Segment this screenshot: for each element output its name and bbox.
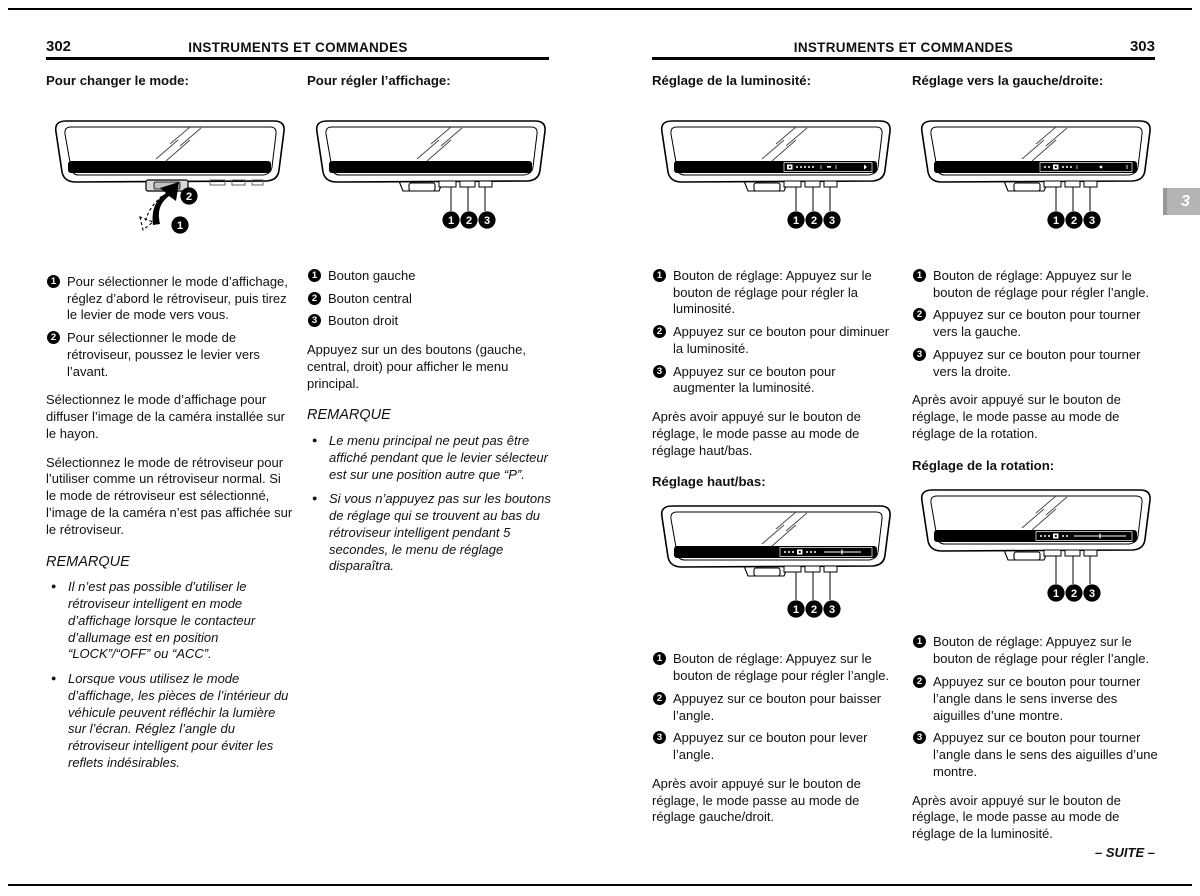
adjust-buttons <box>439 181 492 187</box>
list-item-text: Bouton de réglage: Appuyez sur le bouton de réglage pour régler l’angle. <box>933 267 1150 300</box>
list-item-text: Appuyez sur ce bouton pour diminuer la luminosité. <box>673 324 890 356</box>
list-item-text: Pour sélectionner le mode d’affichage, réglez d’abord le rétroviseur, puis tirez le levier de mode vers vous. <box>67 273 288 323</box>
svg-text:3: 3 <box>828 604 835 617</box>
callout-1-marker: 1 <box>653 269 666 282</box>
col3-heading: Réglage de la luminosité: <box>652 73 812 88</box>
list-item <box>652 651 899 685</box>
note-item <box>46 671 293 772</box>
col1-list <box>46 274 293 381</box>
mirror-menu-illustration <box>656 117 896 239</box>
bullet-icon: ● <box>312 493 318 504</box>
col1-heading: Pour changer le mode: <box>46 73 189 88</box>
list-item <box>652 691 899 725</box>
list-item-text: Appuyez sur ce bouton pour tourner l’angle dans le sens inverse des aiguilles d’une montre. <box>933 674 1141 723</box>
subheading-rotation: Réglage de la rotation: <box>912 457 1055 473</box>
mirror-mount <box>399 181 443 191</box>
svg-text:1: 1 <box>792 215 799 228</box>
list-item <box>912 674 1159 724</box>
callout-badges <box>787 601 840 618</box>
callout-2-marker: 2 <box>653 692 666 705</box>
remarque-heading: REMARQUE <box>307 407 391 424</box>
list-item-text: Appuyez sur ce bouton pour tourner vers la gauche. <box>933 307 1141 340</box>
bottom-rule <box>8 884 1192 886</box>
list-item <box>652 730 899 764</box>
col4-list <box>912 268 1159 381</box>
paragraph: Après avoir appuyé sur le bouton de réglage, le mode passe au mode de réglage de la rotation. <box>912 392 1121 441</box>
callout-badges <box>1047 584 1100 601</box>
paragraph: Après avoir appuyé sur le bouton de réglage, le mode passe au mode de réglage gauche/droit. <box>652 775 861 825</box>
remarque-heading: REMARQUE <box>46 553 130 570</box>
callout-2-marker: 2 <box>308 292 321 305</box>
svg-text:3: 3 <box>828 215 835 228</box>
callout-1-marker: 1 <box>47 275 60 288</box>
bullet-icon: ● <box>51 581 57 592</box>
callout-1-marker: 1 <box>308 269 321 282</box>
mirror-display-bar <box>329 161 532 173</box>
svg-text:2: 2 <box>810 604 817 617</box>
continuation-marker: – SUITE – <box>1095 845 1155 860</box>
svg-text:2: 2 <box>1070 215 1077 228</box>
column-left-right <box>912 72 1159 843</box>
list-item-text: Appuyez sur ce bouton pour tourner l’angle dans le sens des aiguilles d’une montre. <box>933 730 1158 779</box>
callout-badges <box>442 211 495 228</box>
note-text: Le menu principal ne peut pas être affiché pendant que le levier sélecteur est sur une position autre que “P”. <box>329 433 548 482</box>
mirror-mount <box>1004 550 1048 560</box>
svg-text:1: 1 <box>447 215 454 228</box>
svg-text:1: 1 <box>1052 587 1059 600</box>
adjust-buttons <box>784 566 837 572</box>
mirror-figure-change-mode <box>46 117 293 250</box>
mirror-menu-illustration-3 <box>916 117 1156 239</box>
col4-list-2 <box>912 634 1159 780</box>
callout-badges <box>1047 211 1100 228</box>
list-item <box>307 268 554 285</box>
note-item <box>307 491 554 575</box>
list-item <box>652 324 899 358</box>
callout-lines <box>1056 556 1090 584</box>
mirror-mount <box>744 181 788 191</box>
svg-text:2: 2 <box>810 215 817 228</box>
list-item-text: Bouton central <box>328 290 412 306</box>
callout-lines <box>1056 187 1090 211</box>
callout-2-marker: 2 <box>47 331 60 344</box>
mirror-figure-updown <box>652 502 899 633</box>
page-number-right: 303 <box>1129 38 1155 55</box>
list-item <box>652 364 899 398</box>
chapter-tab: 3 <box>1163 188 1200 215</box>
callout-2-marker: 2 <box>913 308 926 321</box>
callout-badges <box>787 211 840 228</box>
list-item-text: Bouton de réglage: Appuyez sur le bouton de réglage pour régler l’angle. <box>933 634 1150 667</box>
list-item-text: Bouton de réglage: Appuyez sur le bouton de réglage pour régler la luminosité. <box>673 267 872 317</box>
note-text: Si vous n’appuyez pas sur les boutons de réglage qui se trouvent au bas du rétroviseur intelligent pendant 5 secondes, le menu de réglage disparaîtra. <box>329 491 551 574</box>
callout-1-badge <box>171 216 188 233</box>
list-item-text: Appuyez sur ce bouton pour tourner vers la droite. <box>933 346 1141 379</box>
svg-text:1: 1 <box>1052 215 1059 228</box>
col3-list <box>652 268 899 397</box>
callout-3-marker: 3 <box>308 314 321 327</box>
mirror-menu-illustration-4 <box>916 486 1156 612</box>
svg-text:3: 3 <box>1088 215 1095 228</box>
col4-heading: Réglage vers la gauche/droite: <box>912 73 1104 88</box>
list-item-text: Appuyez sur ce bouton pour augmenter la luminosité. <box>673 363 836 396</box>
mirror-figure-buttons <box>307 117 554 244</box>
callout-1-marker: 1 <box>913 269 926 282</box>
top-rule <box>8 8 1192 10</box>
callout-3-marker: 3 <box>913 731 926 744</box>
column-change-mode <box>46 72 293 772</box>
callout-3-marker: 3 <box>913 348 926 361</box>
list-item <box>912 634 1159 668</box>
list-item <box>46 274 293 324</box>
col2-heading: Pour régler l’affichage: <box>307 73 451 88</box>
mirror-menu-illustration-2 <box>656 502 896 628</box>
callout-3-marker: 3 <box>653 731 666 744</box>
list-item <box>307 291 554 308</box>
list-item-text: Bouton de réglage: Appuyez sur le bouton de réglage pour régler l’angle. <box>673 651 890 684</box>
mirror-buttons-illustration <box>311 117 551 239</box>
list-item <box>652 268 899 318</box>
callout-1-marker: 1 <box>653 652 666 665</box>
mirror-mount <box>744 566 788 576</box>
bullet-icon: ● <box>51 673 57 684</box>
header-title-right: INSTRUMENTS ET COMMANDES <box>793 40 1014 55</box>
mirror-lever-illustration <box>50 117 290 245</box>
list-item-text: Bouton gauche <box>328 267 416 283</box>
mirror-figure-rotation <box>912 486 1159 617</box>
mirror-display-bar <box>68 161 271 173</box>
list-item <box>912 307 1159 341</box>
callout-2-badge <box>180 187 197 204</box>
paragraph: Sélectionnez le mode de rétroviseur pour l’utiliser comme un rétroviseur normal. Si le mode de rétroviseur est sélectionné, l’image de la caméra n’est pas affichée sur le rétroviseur. <box>46 454 293 537</box>
list-item <box>912 730 1159 780</box>
callout-1-marker: 1 <box>913 635 926 648</box>
paragraph: Sélectionnez le mode d’affichage pour diffuser l’image de la caméra installée sur le hayon. <box>46 392 285 441</box>
callout-lines <box>796 187 830 211</box>
callout-2-marker: 2 <box>913 675 926 688</box>
paragraph: Après avoir appuyé sur le bouton de réglage, le mode passe au mode de réglage de la luminosité. <box>912 792 1121 842</box>
column-brightness <box>652 72 899 826</box>
list-item-text: Appuyez sur ce bouton pour baisser l’angle. <box>673 690 882 723</box>
callout-3-marker: 3 <box>653 365 666 378</box>
callout-lines <box>451 187 485 211</box>
subheading-updown: Réglage haut/bas: <box>652 474 766 490</box>
adjust-buttons <box>1044 181 1097 187</box>
note-text: Il n’est pas possible d’utiliser le rétroviseur intelligent en mode d’affichage lorsque le contacteur d’allumage est en position “LOCK”/“OFF” ou “ACC”. <box>68 579 256 662</box>
note-item <box>46 579 293 663</box>
svg-text:3: 3 <box>483 215 490 228</box>
note-text: Lorsque vous utilisez le mode d’affichage, les pièces de l’intérieur du véhicule peuvent réfléchir la lumière sur l’écran. Réglez l’angle du rétroviseur intelligent pour éviter les reflets indésirables. <box>68 671 289 770</box>
list-item-text: Pour sélectionner le mode de rétroviseur, poussez le levier vers l’avant. <box>67 330 260 379</box>
paragraph: Après avoir appuyé sur le bouton de réglage, le mode passe au mode de réglage haut/bas. <box>652 409 861 458</box>
page-number-left: 302 <box>46 38 72 55</box>
column-adjust-display <box>307 72 554 575</box>
svg-text:1: 1 <box>792 604 799 617</box>
mirror-figure-leftright <box>912 117 1159 244</box>
mirror-mount <box>1004 181 1048 191</box>
list-item-text: Appuyez sur ce bouton pour lever l’angle. <box>673 730 868 763</box>
list-item-text: Bouton droit <box>328 313 399 329</box>
svg-text:2: 2 <box>465 215 472 228</box>
svg-text:2: 2 <box>185 191 192 204</box>
header-rule-right <box>652 57 1155 60</box>
list-item <box>307 313 554 330</box>
svg-text:2: 2 <box>1070 587 1077 600</box>
list-item <box>912 347 1159 381</box>
note-item <box>307 433 554 483</box>
col2-list <box>307 268 554 330</box>
svg-text:3: 3 <box>1088 587 1095 600</box>
header-rule-left <box>46 57 549 60</box>
paragraph: Appuyez sur un des boutons (gauche, central, droit) pour afficher le menu principal. <box>307 342 526 391</box>
adjust-buttons <box>1044 550 1097 556</box>
bullet-icon: ● <box>312 435 318 446</box>
svg-text:1: 1 <box>176 220 183 233</box>
list-item <box>912 268 1159 302</box>
list-item <box>46 330 293 380</box>
mirror-figure-brightness <box>652 117 899 244</box>
adjust-buttons <box>784 181 837 187</box>
header-title-left: INSTRUMENTS ET COMMANDES <box>188 40 408 55</box>
col3-list-2 <box>652 651 899 764</box>
callout-lines <box>796 572 830 600</box>
callout-2-marker: 2 <box>653 325 666 338</box>
